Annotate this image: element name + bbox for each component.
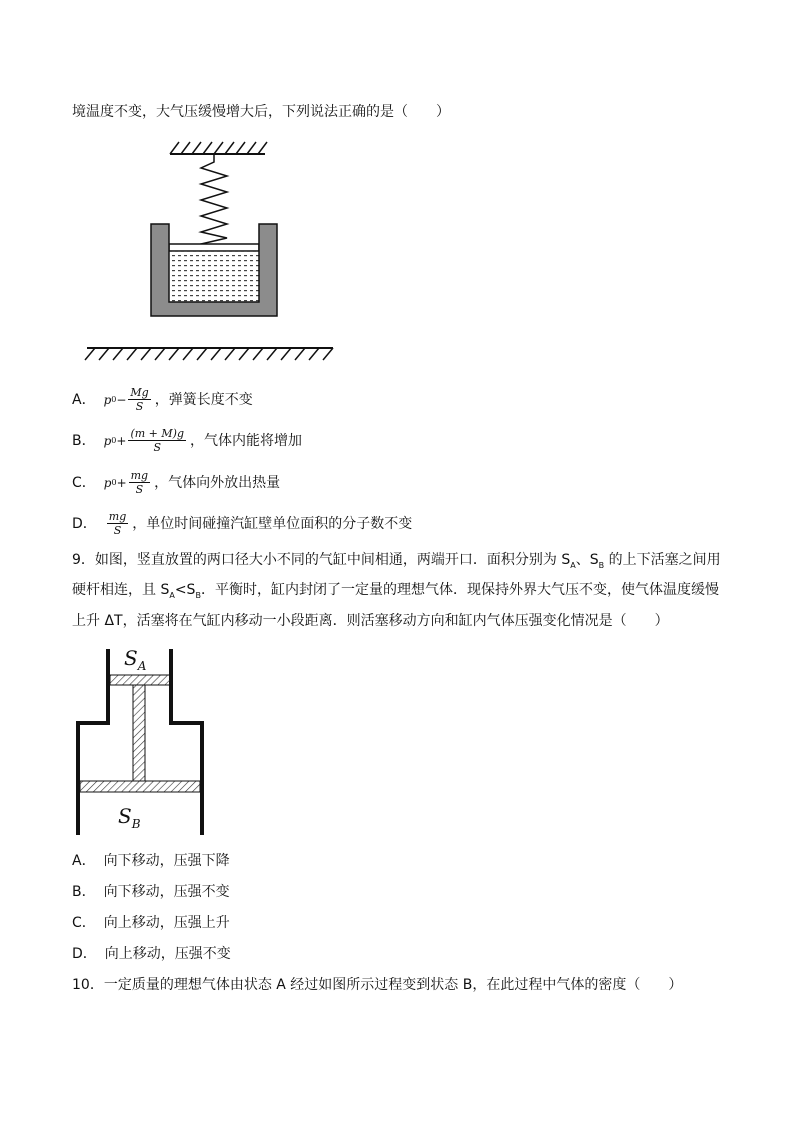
label-sb: $S_B$ [118,804,141,831]
spring [201,154,227,248]
option-text: ，气体向外放出热量 [154,474,281,491]
option-text: 向上移动，压强不变 [104,946,231,962]
gas-region [169,251,259,302]
q8-stem-text: 境温度不变，大气压缓慢增大后，下列说法正确的是（ ） [72,104,450,120]
option-label: D． [72,515,97,532]
option-label: B． [72,432,96,449]
q10-stem-text: 10．一定质量的理想气体由状态 A 经过如图所示过程变到状态 B，在此过程中气体的密度（ ） [72,977,683,993]
q9-option-d[interactable] [72,944,231,964]
q9-option-a[interactable] [72,851,230,871]
option-text: 向下移动，压强不变 [103,884,230,900]
option-formula: p 0 − $\frac{Mg}{S}$ [103,386,149,413]
q8-option-d[interactable] [72,510,412,537]
option-text: 向上移动，压强上升 [103,915,230,931]
piston-a [110,675,170,685]
piston [169,244,259,251]
option-label: D． [72,946,97,962]
option-text: ，弹簧长度不变 [154,391,253,408]
option-label: A． [72,391,96,408]
q9-stem-line-2: 硬杆相连，且 $S_A<S_B$．平衡时，缸内封闭了一定量的理想气体．现保持外界大气压不变，使气体温度缓慢 [72,582,719,600]
option-formula: p 0 + $\frac{mg}{S}$ [103,469,149,496]
option-label: A． [72,853,96,869]
label-sa: $S_A$ [124,646,147,673]
piston-b [80,781,200,792]
ground [85,348,333,360]
ceiling [170,142,267,154]
q8-option-c[interactable] [72,469,280,496]
option-text: 向下移动，压强下降 [103,853,230,869]
q9-option-c[interactable] [72,913,230,933]
option-formula: p 0 + $\frac{(m + M)g}{S}$ [103,427,184,454]
connecting-rod [133,685,145,781]
q9-option-b[interactable] [72,882,230,902]
option-text: ，气体内能将增加 [189,432,302,449]
spring-cylinder-figure [75,138,340,366]
q9-stem-line-3: 上升 ΔT，活塞将在气缸内移动一小段距离．则活塞移动方向和缸内气体压强变化情况是（ ） [72,613,669,629]
dual-cylinder-figure [70,645,210,837]
q8-option-b[interactable] [72,427,302,454]
option-label: C． [72,474,96,491]
option-label: B． [72,884,96,900]
q8-option-a[interactable] [72,386,253,413]
option-text: ，单位时间碰撞汽缸壁单位面积的分子数不变 [132,515,413,532]
option-formula: $\frac{mg}{S}$ [108,510,127,537]
q9-stem-line-1: 9．如图，竖直放置的两口径大小不同的气缸中间相通，两端开口．面积分别为 $S_A$、$S_B$ 的上下活塞之间用 [72,552,721,570]
option-label: C． [72,915,96,931]
